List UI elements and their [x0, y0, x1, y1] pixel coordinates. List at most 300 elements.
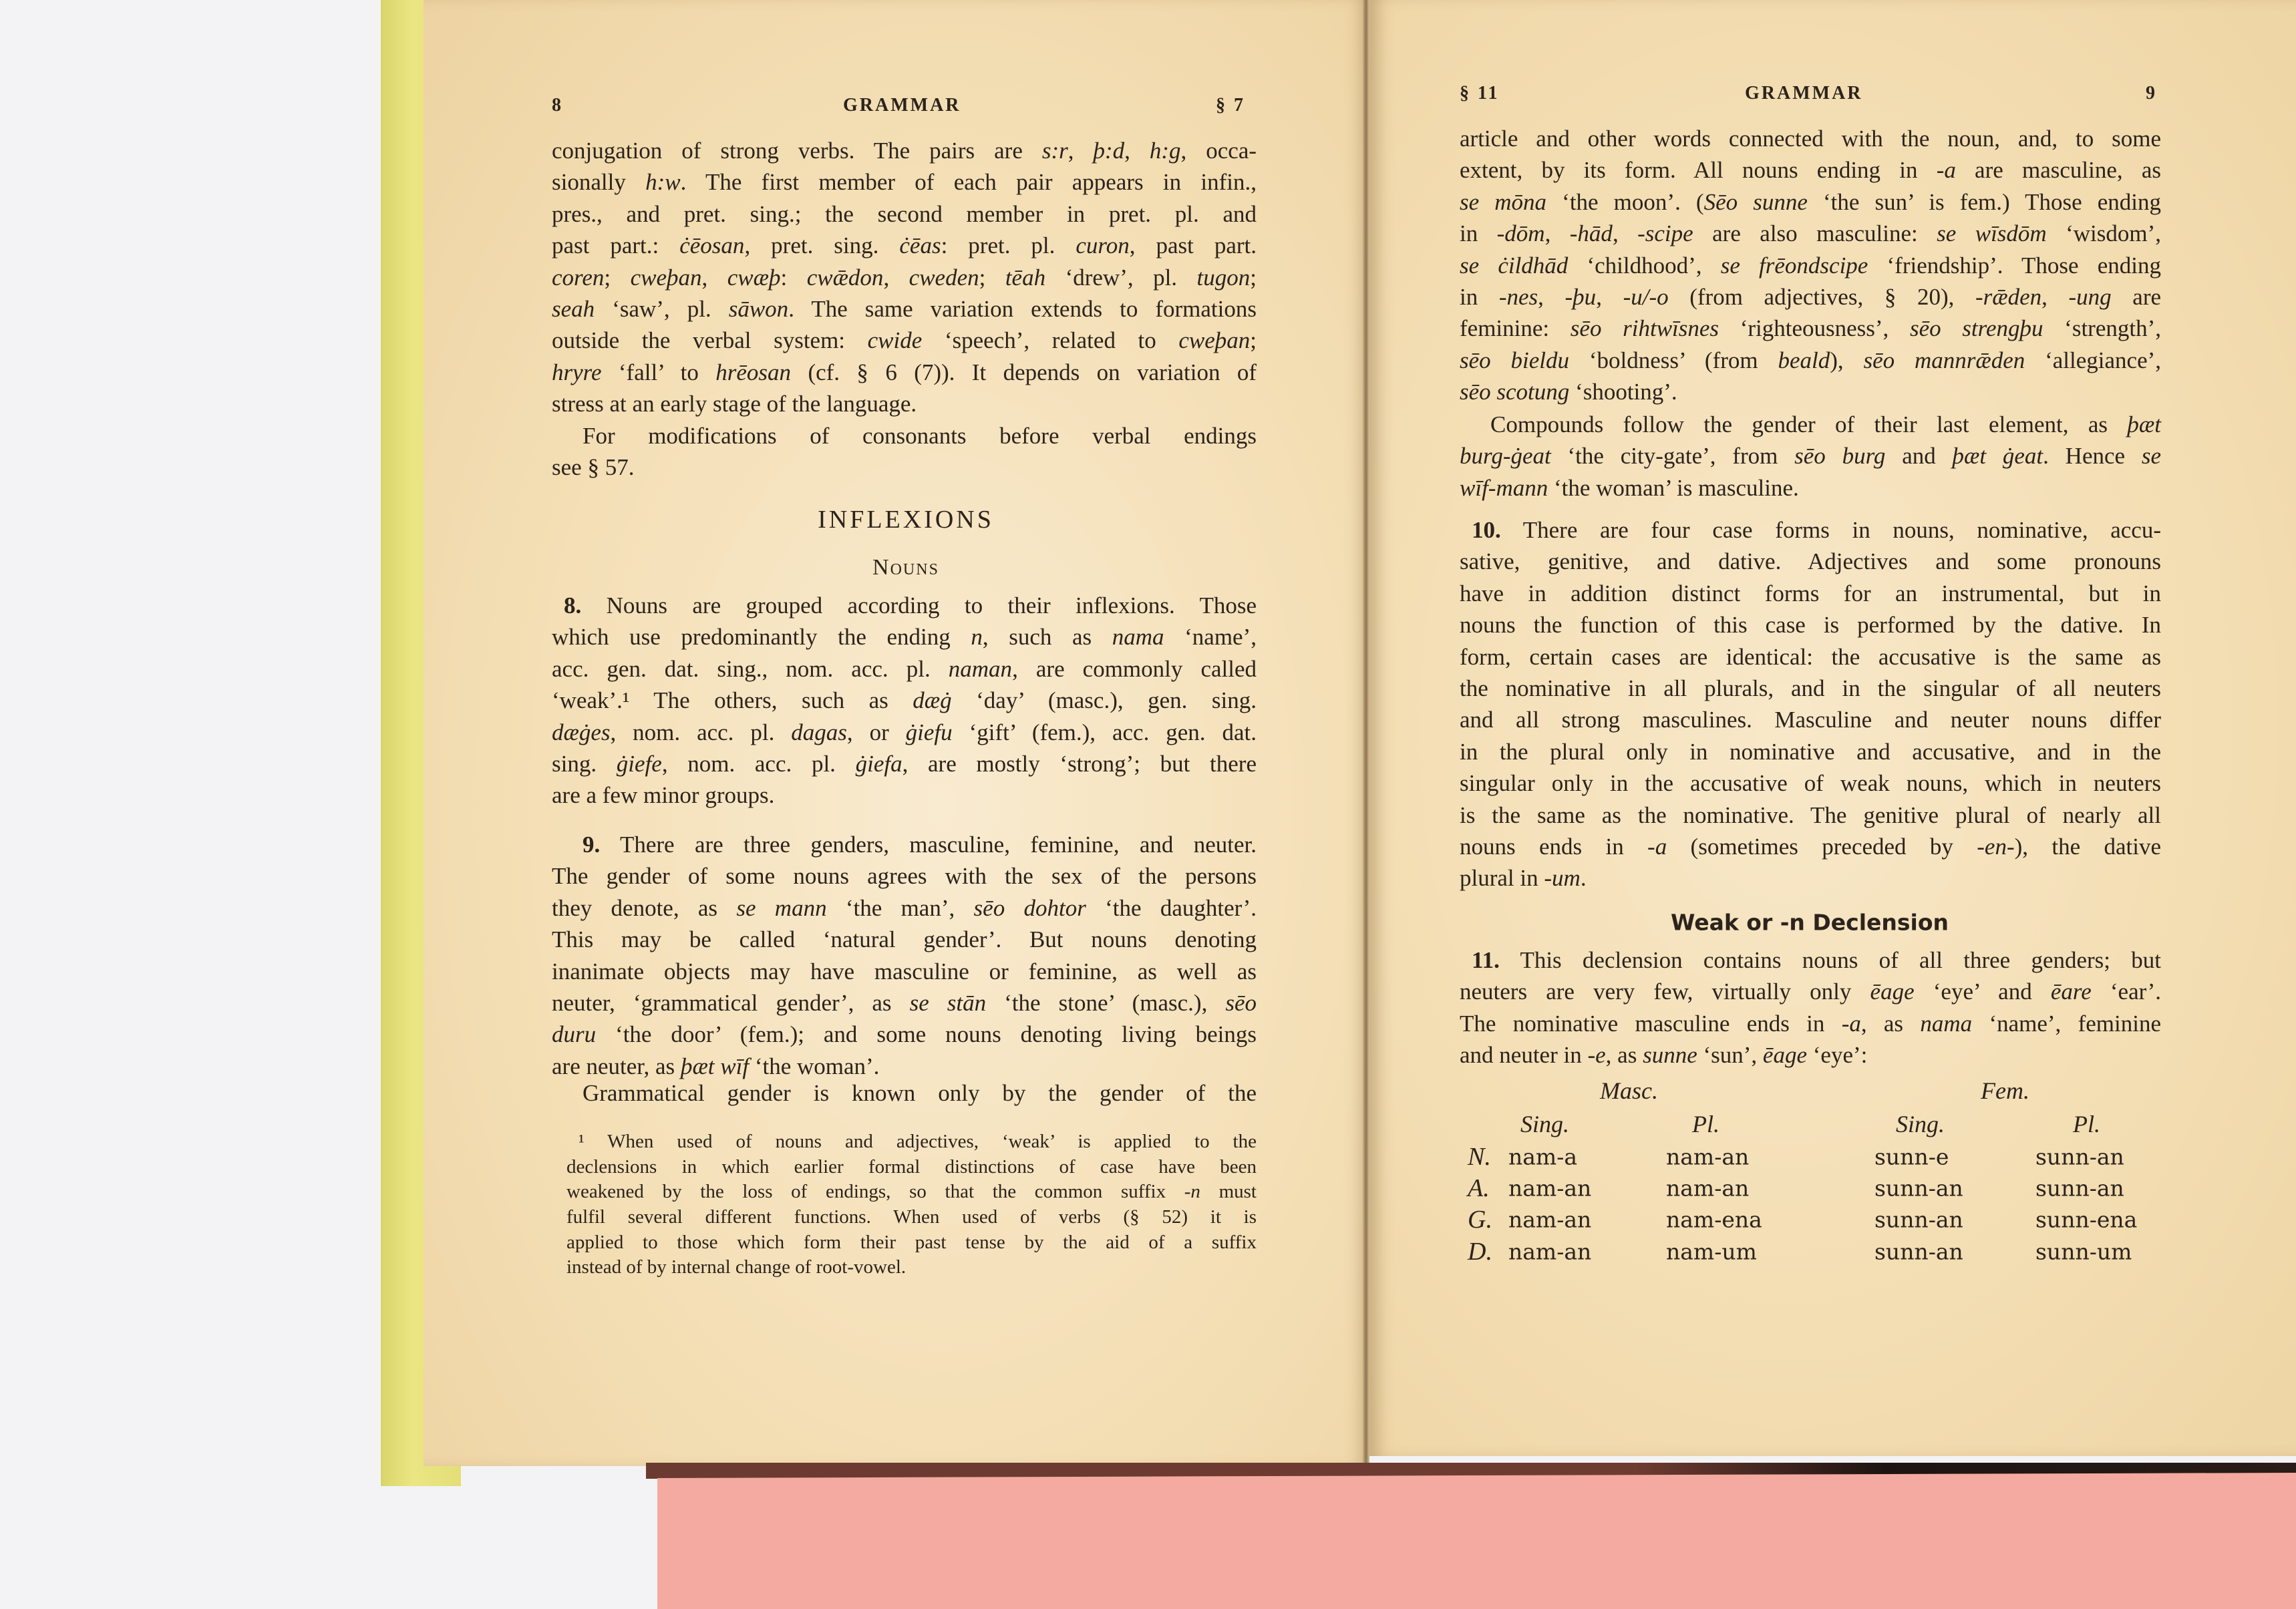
text-run: , nom. acc. pl.: [610, 719, 792, 745]
old-english-term: sēo burg: [1794, 443, 1886, 470]
text-run: neuter, ‘grammatical gender’, as: [552, 989, 910, 1016]
text-run: The nominative masculine ends in: [1460, 1010, 1842, 1037]
old-english-term: se ċildhād: [1460, 252, 1569, 279]
text-run: ‘allegiance’,: [2025, 347, 2162, 373]
text-run: ‘boldness’ (from: [1569, 347, 1778, 373]
old-english-term: -nes: [1498, 283, 1538, 310]
text-run: sing.: [552, 750, 617, 777]
table-header-fem-sing: Sing.: [1896, 1111, 1945, 1137]
text-run: ‘name’, feminine: [1972, 1010, 2161, 1037]
text-line: [1460, 313, 2161, 344]
old-english-term: hrēosan: [715, 359, 792, 385]
text-run: Nouns are grouped according to their inflexions. Those: [581, 592, 1257, 618]
old-english-term: -u/-o: [1623, 283, 1669, 310]
text-line: [566, 1230, 1257, 1256]
text-line: [552, 1077, 1257, 1109]
text-run: This declension contains nouns of all three genders; but: [1499, 947, 2161, 973]
text-line: [552, 357, 1257, 388]
text-line: [1460, 186, 2161, 218]
text-run: ,: [1538, 283, 1565, 310]
old-english-term: h:g: [1149, 138, 1181, 164]
text-run: they denote, as: [552, 894, 737, 921]
paragraph-9: [552, 829, 1257, 1082]
text-line: [1460, 546, 2161, 577]
text-run: ,: [1068, 138, 1094, 164]
text-run: ,: [1596, 283, 1623, 310]
old-english-term: se mann: [736, 894, 827, 921]
text-line: [1460, 376, 2161, 407]
text-run: stress at an early stage of the language.: [552, 391, 917, 417]
text-run: , occa-: [1180, 138, 1257, 164]
text-run: : pret. pl.: [941, 232, 1076, 259]
old-english-term: þæt wīf: [680, 1053, 750, 1079]
text-line: [1460, 736, 2161, 767]
old-english-term: -ung: [2068, 283, 2112, 310]
table-gender-fem: Fem.: [1981, 1077, 2029, 1104]
text-line: [552, 1019, 1257, 1050]
text-line: [566, 1155, 1257, 1180]
text-line: [1460, 218, 2161, 249]
text-run: . Hence: [2043, 443, 2142, 470]
text-run: . The first member of each pair appears in infin.,: [680, 169, 1257, 196]
text-line: [1460, 831, 2161, 862]
left-section-mark: § 7: [1216, 95, 1245, 116]
old-english-term: sāwon: [728, 295, 789, 322]
old-english-term: -a: [1936, 157, 1956, 184]
right-running-title: GRAMMAR: [1745, 83, 1863, 104]
text-run: the nominative in all plurals, and in the singular of all neuters: [1460, 675, 2161, 701]
text-run: nouns ends in: [1460, 833, 1648, 860]
text-run: ‘name’,: [1164, 624, 1257, 651]
old-english-term: hryre: [552, 359, 602, 385]
text-run: pres., and pret. sing.; the second member in pret. pl. and: [552, 200, 1257, 227]
old-english-term: curon: [1076, 232, 1130, 259]
text-run: ,: [883, 264, 909, 291]
text-run: ‘the stone’ (masc.),: [986, 989, 1226, 1016]
text-run: ‘the daughter’.: [1086, 894, 1257, 921]
text-run: , or: [846, 719, 906, 745]
text-line: [552, 325, 1257, 356]
text-run: ,: [701, 264, 727, 291]
text-run: ‘the woman’.: [749, 1053, 880, 1079]
text-run: ;: [1250, 264, 1257, 291]
text-run: must: [1200, 1181, 1257, 1203]
text-run: neuters are very few, virtually only: [1460, 978, 1870, 1005]
table-cell: sunn-an: [2035, 1143, 2124, 1170]
table-case-label: N.: [1468, 1143, 1491, 1171]
text-line: [1460, 345, 2161, 376]
text-line: [566, 1129, 1257, 1155]
table-cell: sunn-um: [2035, 1238, 2132, 1265]
text-line: [552, 956, 1257, 987]
text-line: [552, 198, 1257, 230]
text-run: singular only in the accusative of weak nouns, which in neuters: [1460, 770, 2161, 797]
table-cell: nam-um: [1666, 1238, 1757, 1265]
text-run: are: [2111, 283, 2162, 310]
table-cell: sunn-ena: [2035, 1206, 2138, 1233]
old-english-term: tugon: [1196, 264, 1251, 291]
table-cell: nam-ena: [1666, 1206, 1762, 1233]
table-case-label: D.: [1468, 1238, 1492, 1266]
text-run: sative, genitive, and dative. Adjectives and some pronouns: [1460, 548, 2161, 575]
text-run: ‘fall’ to: [601, 359, 716, 385]
table-case-label: G.: [1468, 1206, 1492, 1234]
heading-nouns: Nouns: [872, 555, 939, 580]
old-english-term: -a: [1647, 833, 1667, 860]
text-line: [1460, 767, 2161, 799]
old-english-term: ġiefe: [616, 750, 662, 777]
old-english-term: sēo mannrǣden: [1863, 347, 2025, 373]
text-run: in: [1460, 283, 1499, 310]
text-run: ‘sun’,: [1697, 1042, 1763, 1069]
table-cell: nam-an: [1508, 1175, 1592, 1202]
text-run: are neuter, as: [552, 1053, 681, 1079]
heading-weak-declension: Weak or -n Declension: [1670, 909, 1949, 936]
text-run: ‘shooting’.: [1569, 379, 1677, 405]
text-run: outside the verbal system:: [552, 327, 868, 354]
text-run: ‘saw’, pl.: [595, 295, 729, 322]
old-english-term: cweþan: [630, 264, 702, 291]
old-english-term: sunne: [1643, 1042, 1697, 1069]
pink-sheet: [657, 1473, 2296, 1609]
text-run: acc. gen. dat. sing., nom. acc. pl.: [552, 655, 949, 682]
text-run: ;: [979, 264, 1005, 291]
section-number: 11.: [1472, 947, 1500, 973]
text-line: [552, 420, 1257, 452]
table-cell: nam-an: [1508, 1238, 1592, 1265]
text-run: ,: [1544, 220, 1570, 247]
old-english-term: ēage: [1762, 1042, 1807, 1069]
text-run: ‘wisdom’,: [2046, 220, 2162, 247]
old-english-term: ċēas: [899, 232, 941, 259]
right-page-number: 9: [2146, 83, 2157, 104]
old-english-term: cwæþ: [727, 264, 781, 291]
left-paragraph-modifications: [552, 420, 1257, 484]
table-case-label: A.: [1468, 1174, 1490, 1202]
text-run: :: [780, 264, 807, 291]
right-paragraph-continued: [1460, 123, 2161, 408]
text-line: [552, 717, 1257, 748]
footnote: [566, 1129, 1257, 1280]
old-english-term: ġiefa: [855, 750, 903, 777]
text-line: [1460, 976, 2161, 1007]
text-run: Grammatical gender is known only by the gender of the: [583, 1080, 1257, 1106]
text-run: ‘friendship’. Those ending: [1868, 252, 2162, 279]
old-english-term: dagas: [791, 719, 847, 745]
old-english-term: þ:d: [1093, 138, 1125, 164]
old-english-term: cweþan: [1178, 327, 1251, 354]
old-english-term: se frēondscipe: [1720, 252, 1868, 279]
text-run: , nom. acc. pl.: [661, 750, 856, 777]
text-run: ¹ When used of nouns and adjectives, ‘weak’ is applied to the: [579, 1131, 1257, 1152]
old-english-term: Sēo sunne: [1703, 188, 1808, 215]
table-cell: nam-an: [1666, 1143, 1750, 1170]
text-run: ‘strength’,: [2043, 315, 2162, 342]
text-run: ‘speech’, related to: [922, 327, 1179, 354]
text-line: [552, 685, 1257, 716]
text-line: [552, 452, 1257, 483]
text-run: , pret. sing.: [744, 232, 900, 259]
text-run: applied to those which form their past tense by the aid of a suffix: [566, 1231, 1257, 1253]
right-section-mark: § 11: [1460, 83, 1500, 104]
text-line: [1460, 440, 2161, 472]
old-english-term: -a: [1841, 1010, 1861, 1037]
old-english-term: naman: [948, 655, 1013, 682]
text-line: [1460, 154, 2161, 186]
text-line: [1460, 862, 2161, 894]
old-english-term: dæġ: [913, 687, 952, 714]
text-run: sionally: [552, 169, 646, 196]
text-run: fulfil several different functions. When used of verbs (§ 52) it is: [566, 1206, 1257, 1228]
text-run: and neuter in: [1460, 1042, 1588, 1069]
left-page-number: 8: [552, 95, 563, 116]
text-run: ;: [1250, 327, 1257, 354]
paragraph-11: [1460, 944, 2161, 1071]
table-header-fem-pl: Pl.: [2073, 1111, 2100, 1137]
text-run: . The same variation extends to formations: [788, 295, 1257, 322]
text-run: in the plural only in nominative and accusative, and in the: [1460, 738, 2161, 765]
text-line: [552, 621, 1257, 653]
text-line: [552, 860, 1257, 892]
text-run: are also masculine:: [1693, 220, 1937, 247]
text-run: inanimate objects may have masculine or feminine, as well as: [552, 958, 1257, 985]
text-line: [1460, 514, 2161, 546]
old-english-term: -um: [1544, 865, 1581, 892]
text-run: have in addition distinct forms for an instrumental, but in: [1460, 580, 2161, 606]
text-line: [552, 779, 1257, 811]
text-run: ,: [1612, 220, 1638, 247]
text-run: form, certain cases are identical: the accusative is the same as: [1460, 643, 2161, 670]
text-run: ‘the door’ (fem.); and some nouns denoting living beings: [596, 1021, 1257, 1048]
text-run: (sometimes preceded by: [1667, 833, 1977, 860]
text-run: This may be called ‘natural gender’. But nouns denoting: [552, 926, 1257, 953]
table-header-masc-pl: Pl.: [1692, 1111, 1719, 1137]
old-english-term: -scipe: [1637, 220, 1693, 247]
text-run: , as: [1860, 1010, 1921, 1037]
text-line: [1460, 799, 2161, 831]
text-line: [552, 230, 1257, 261]
text-run: , are commonly called: [1012, 655, 1257, 682]
text-run: ‘childhood’,: [1568, 252, 1721, 279]
text-run: ‘drew’, pl.: [1045, 264, 1197, 291]
old-english-term: coren: [552, 264, 605, 291]
table-gender-masc: Masc.: [1600, 1077, 1658, 1104]
text-run: ‘eye’ and: [1914, 978, 2051, 1005]
old-english-term: tēah: [1005, 264, 1046, 291]
text-run: ‘gift’ (fem.), acc. gen. dat.: [952, 719, 1257, 745]
text-run: declensions in which earlier formal distinctions of case have been: [566, 1155, 1257, 1178]
old-english-term: -dōm: [1496, 220, 1545, 247]
old-english-term: ċēosan: [679, 232, 745, 259]
old-english-term: sēo scotung: [1460, 379, 1570, 405]
text-line: [552, 748, 1257, 779]
text-run: ‘the moon’. (: [1546, 188, 1704, 215]
old-english-term: ēare: [2050, 978, 2092, 1005]
text-line: [566, 1205, 1257, 1230]
text-run: , past part.: [1129, 232, 1257, 259]
text-line: [1460, 704, 2161, 735]
old-english-term: se wīsdōm: [1937, 220, 2047, 247]
text-run: instead of by internal change of root-vowel.: [566, 1256, 907, 1278]
text-run: weakened by the loss of endings, so that the common suffix: [566, 1181, 1184, 1203]
paragraph-8: [552, 590, 1257, 812]
text-run: There are three genders, masculine, feminine, and neuter.: [600, 832, 1257, 858]
text-run: ‘ear’.: [2091, 978, 2161, 1005]
text-run: The gender of some nouns agrees with the sex of the persons: [552, 863, 1257, 890]
text-run: (cf. § 6 (7)). It depends on variation of: [791, 359, 1257, 385]
section-number: 9.: [583, 832, 601, 858]
text-run: is the same as the nominative. The genitive plural of nearly all: [1460, 801, 2161, 828]
text-line: [1460, 944, 2161, 976]
old-english-term: se stān: [909, 989, 987, 1016]
text-run: ‘righteousness’,: [1719, 315, 1910, 342]
text-line: [566, 1180, 1257, 1205]
old-english-term: þæt ġeat: [1952, 443, 2043, 470]
old-english-term: nama: [1112, 624, 1164, 651]
text-run: ), the dative: [2014, 833, 2162, 860]
text-run: ,: [2041, 283, 2069, 310]
text-line: [1460, 472, 2161, 504]
text-line: [1460, 1008, 2161, 1039]
old-english-term: -n: [1184, 1181, 1200, 1203]
text-line: [1460, 250, 2161, 281]
paragraph-compounds: [1460, 409, 2161, 504]
old-english-term: se: [2141, 443, 2161, 470]
book-gutter: [1363, 0, 1369, 1466]
text-run: Compounds follow the gender of their last element, as: [1490, 411, 2128, 437]
old-english-term: -hād: [1569, 220, 1613, 247]
old-english-term: s:r: [1041, 138, 1068, 164]
text-run: plural in: [1460, 865, 1544, 892]
text-run: ,: [1124, 138, 1150, 164]
text-run: , as: [1605, 1042, 1643, 1069]
old-english-term: cwide: [867, 327, 923, 354]
old-english-term: sēo strengþu: [1909, 315, 2043, 342]
text-run: which use predominantly the ending: [552, 624, 971, 651]
text-run: ‘weak’.¹ The others, such as: [552, 687, 913, 714]
old-english-term: þæt: [2127, 411, 2161, 437]
text-run: conjugation of strong verbs. The pairs are: [552, 138, 1042, 164]
paragraph-grammatical-gender: [552, 1077, 1257, 1109]
text-run: ‘the city-gate’, from: [1550, 443, 1795, 470]
table-cell: sunn-e: [1874, 1143, 1949, 1170]
text-run: , are mostly ‘strong’; but there: [902, 750, 1257, 777]
old-english-term: dæġes: [552, 719, 611, 745]
old-english-term: burg-ġeat: [1460, 443, 1551, 470]
text-run: ‘eye’:: [1807, 1042, 1868, 1069]
text-line: [1460, 1039, 2161, 1071]
old-english-term: wīf-mann: [1460, 474, 1548, 501]
old-english-term: beald: [1778, 347, 1830, 373]
text-run: ‘day’ (masc.), gen. sing.: [951, 687, 1257, 714]
old-english-term: se mōna: [1460, 188, 1547, 215]
text-line: [1460, 281, 2161, 313]
heading-inflexions: INFLEXIONS: [818, 506, 994, 534]
text-line: [566, 1255, 1257, 1280]
paragraph-10: [1460, 514, 2161, 894]
text-run: in: [1460, 220, 1497, 247]
text-run: ‘the woman’ is masculine.: [1548, 474, 1799, 501]
text-run: and all strong masculines. Masculine and neuter nouns differ: [1460, 707, 2161, 733]
text-line: [1460, 578, 2161, 609]
old-english-term: sēo rihtwīsnes: [1570, 315, 1719, 342]
table-cell: sunn-an: [2035, 1175, 2124, 1202]
section-number: 10.: [1472, 517, 1501, 543]
text-run: are masculine, as: [1955, 157, 2161, 184]
old-english-term: ġiefu: [905, 719, 953, 745]
text-run: (from adjectives, § 20),: [1668, 283, 1975, 310]
text-run: ),: [1830, 347, 1864, 373]
table-header-masc-sing: Sing.: [1520, 1111, 1570, 1137]
text-run: past part.:: [552, 232, 680, 259]
text-run: ‘the sun’ is fem.) Those ending: [1807, 188, 2161, 215]
old-english-term: h:w: [645, 169, 681, 196]
table-cell: sunn-an: [1874, 1175, 1963, 1202]
table-cell: sunn-an: [1874, 1206, 1963, 1233]
old-english-term: cweden: [909, 264, 979, 291]
old-english-term: sēo bieldu: [1460, 347, 1569, 373]
old-english-term: cwǣdon: [806, 264, 884, 291]
text-run: are a few minor groups.: [552, 782, 775, 809]
text-run: For modifications of consonants before verbal endings: [583, 423, 1257, 449]
text-line: [1460, 123, 2161, 154]
old-english-term: nama: [1920, 1010, 1973, 1037]
text-run: nouns the function of this case is performed by the dative. In: [1460, 612, 2161, 639]
text-run: see § 57.: [552, 454, 635, 481]
text-line: [552, 262, 1257, 293]
text-run: .: [1580, 865, 1587, 892]
text-line: [552, 590, 1257, 621]
text-line: [552, 135, 1257, 166]
left-running-title: GRAMMAR: [843, 95, 961, 116]
table-cell: nam-an: [1666, 1175, 1750, 1202]
old-english-term: seah: [552, 295, 595, 322]
text-line: [552, 829, 1257, 860]
text-line: [552, 166, 1257, 198]
text-line: [1460, 641, 2161, 673]
text-line: [1460, 409, 2161, 440]
table-cell: nam-an: [1508, 1206, 1592, 1233]
text-line: [1460, 673, 2161, 704]
old-english-term: sēo: [1225, 989, 1257, 1016]
text-line: [552, 293, 1257, 325]
old-english-term: ēage: [1870, 978, 1915, 1005]
old-english-term: -þu: [1565, 283, 1597, 310]
text-run: and: [1885, 443, 1953, 470]
old-english-term: n: [971, 624, 983, 651]
text-line: [1460, 609, 2161, 641]
old-english-term: -rǣden: [1975, 283, 2042, 310]
left-paragraph-continued: [552, 135, 1257, 420]
text-run: feminine:: [1460, 315, 1571, 342]
text-run: ‘the man’,: [826, 894, 974, 921]
old-english-term: -en-: [1977, 833, 2015, 860]
text-run: There are four case forms in nouns, nominative, accu-: [1500, 517, 2161, 543]
text-run: extent, by its form. All nouns ending in: [1460, 157, 1937, 184]
old-english-term: sēo dohtor: [973, 894, 1086, 921]
text-line: [552, 924, 1257, 955]
text-line: [552, 388, 1257, 419]
text-line: [552, 987, 1257, 1019]
old-english-term: -e: [1587, 1042, 1606, 1069]
text-line: [552, 653, 1257, 685]
table-cell: sunn-an: [1874, 1238, 1963, 1265]
text-run: article and other words connected with the noun, and, to some: [1460, 126, 2161, 152]
section-number: 8.: [564, 592, 582, 618]
text-run: , such as: [982, 624, 1112, 651]
old-english-term: duru: [552, 1021, 597, 1048]
text-run: ;: [604, 264, 631, 291]
